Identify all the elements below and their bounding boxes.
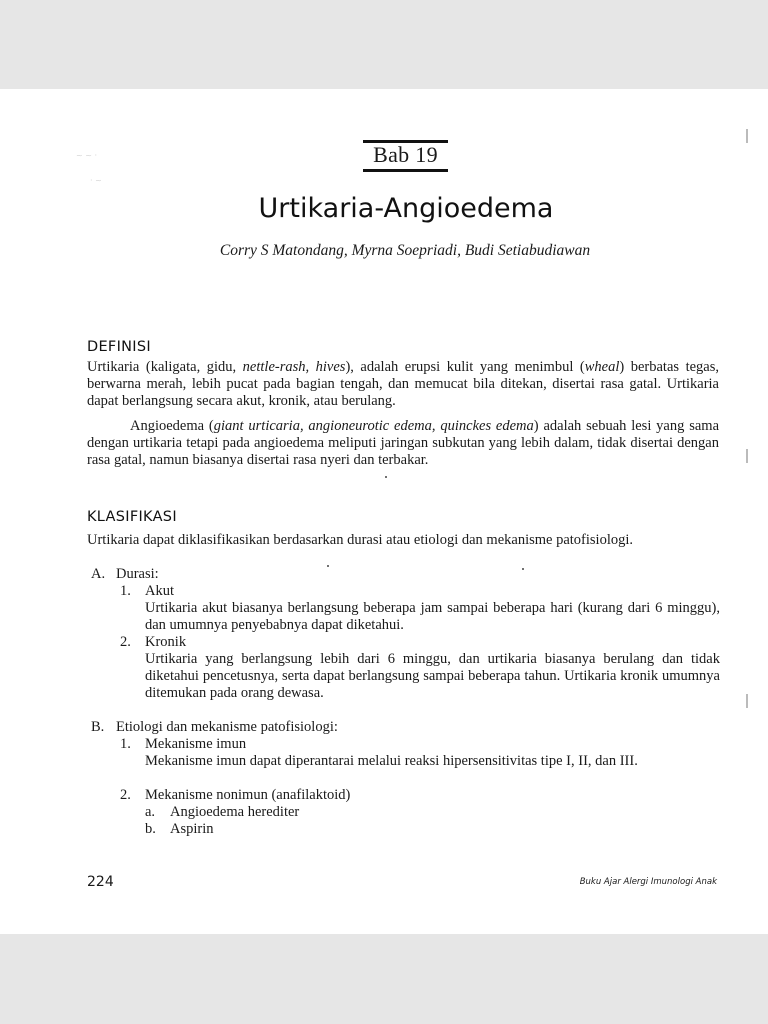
bleed-through-smudge: ~ ~ ·	[76, 151, 98, 160]
list-a2-label: Kronik	[145, 634, 187, 650]
p1-italic-wheal: wheal	[584, 359, 620, 375]
list-b2a-marker: a.	[145, 804, 156, 820]
list-a1-marker: 1.	[120, 583, 131, 599]
scan-edge-mark	[746, 129, 748, 143]
list-a-marker: A.	[91, 566, 106, 582]
list-b1-text: Mekanisme imun dapat diperantarai melalui reaksi hipersensitivitas tipe I, II, dan III.	[145, 753, 638, 769]
p2-text-1: Angioedema (	[130, 418, 214, 434]
scan-speck	[522, 568, 524, 570]
list-b2b-marker: b.	[145, 821, 156, 837]
p1-text-2: ), adalah erupsi kulit yang menimbul (	[345, 359, 585, 375]
list-a2-text: Urtikaria yang berlangsung lebih dari 6 minggu, dan urtikaria biasanya berulang dan tidak diketahui pencetusnya, serta dapat berlangsung sampai beberapa tahun. Urtikaria kronik umumnya ditemukan pada orang dewasa.	[145, 651, 720, 701]
list-b2a-text: Angioedema herediter	[170, 804, 300, 820]
list-a-label: Durasi:	[116, 566, 159, 582]
scan-speck	[385, 476, 387, 478]
chapter-label: Bab 19	[373, 142, 438, 167]
list-b-marker: B.	[91, 719, 105, 735]
definisi-paragraph-1	[87, 359, 719, 410]
list-b1-label: Mekanisme imun	[145, 736, 247, 752]
running-footer-book-title: Buku Ajar Alergi Imunologi Anak	[579, 877, 717, 887]
section-heading-klasifikasi: KLASIFIKASI	[87, 509, 177, 525]
p2-text-2: ) adalah sebuah lesi yang sama dengan urtikaria tetapi pada angioedema meliputi jaringan subkutan yang lebih dalam, tidak disertai dengan rasa gatal, namun biasanya disertai rasa nyeri dan terbakar.	[87, 418, 720, 468]
chapter-title: Urtikaria-Angioedema	[258, 193, 554, 224]
chapter-authors: Corry S Matondang, Myrna Soepriadi, Budi Setiabudiawan	[219, 242, 591, 259]
p1-text-3: ) berbatas tegas, berwarna merah, lebih pucat pada bagian tengah, dan memucat bila ditekan, disertai rasa gatal. Urtikaria dapat berlangsung secara akut, kronik, atau berulang.	[87, 359, 719, 409]
list-b2-marker: 2.	[120, 787, 131, 803]
list-b-label: Etiologi dan mekanisme patofisiologi:	[116, 719, 338, 735]
klasifikasi-intro: Urtikaria dapat diklasifikasikan berdasarkan durasi atau etiologi dan mekanisme patofisiologi.	[87, 532, 634, 548]
list-b1-marker: 1.	[120, 736, 131, 752]
p1-italic-terms: nettle-rash, hives	[242, 359, 346, 375]
list-a1-text: Urtikaria akut biasanya berlangsung beberapa jam sampai beberapa hari (kurang dari 6 minggu), dan umumnya penyebabnya dapat diketahui.	[145, 600, 720, 633]
scan-edge-mark	[746, 694, 748, 708]
list-b2b-text: Aspirin	[170, 821, 214, 837]
section-heading-definisi: DEFINISI	[87, 339, 151, 355]
list-a2-marker: 2.	[120, 634, 131, 650]
list-b2-label: Mekanisme nonimun (anafilaktoid)	[145, 787, 351, 803]
definisi-paragraph-2	[87, 418, 719, 469]
scan-edge-mark	[746, 449, 748, 463]
p1-text-1: Urtikaria (kaligata, gidu,	[87, 359, 243, 375]
scan-speck	[327, 565, 329, 567]
list-a1-label: Akut	[145, 583, 174, 599]
bleed-through-smudge: · ~	[90, 176, 102, 185]
book-page	[0, 89, 768, 934]
page-number: 224	[87, 874, 114, 890]
p2-italic-terms: giant urticaria, angioneurotic edema, quinckes edema	[213, 418, 534, 434]
